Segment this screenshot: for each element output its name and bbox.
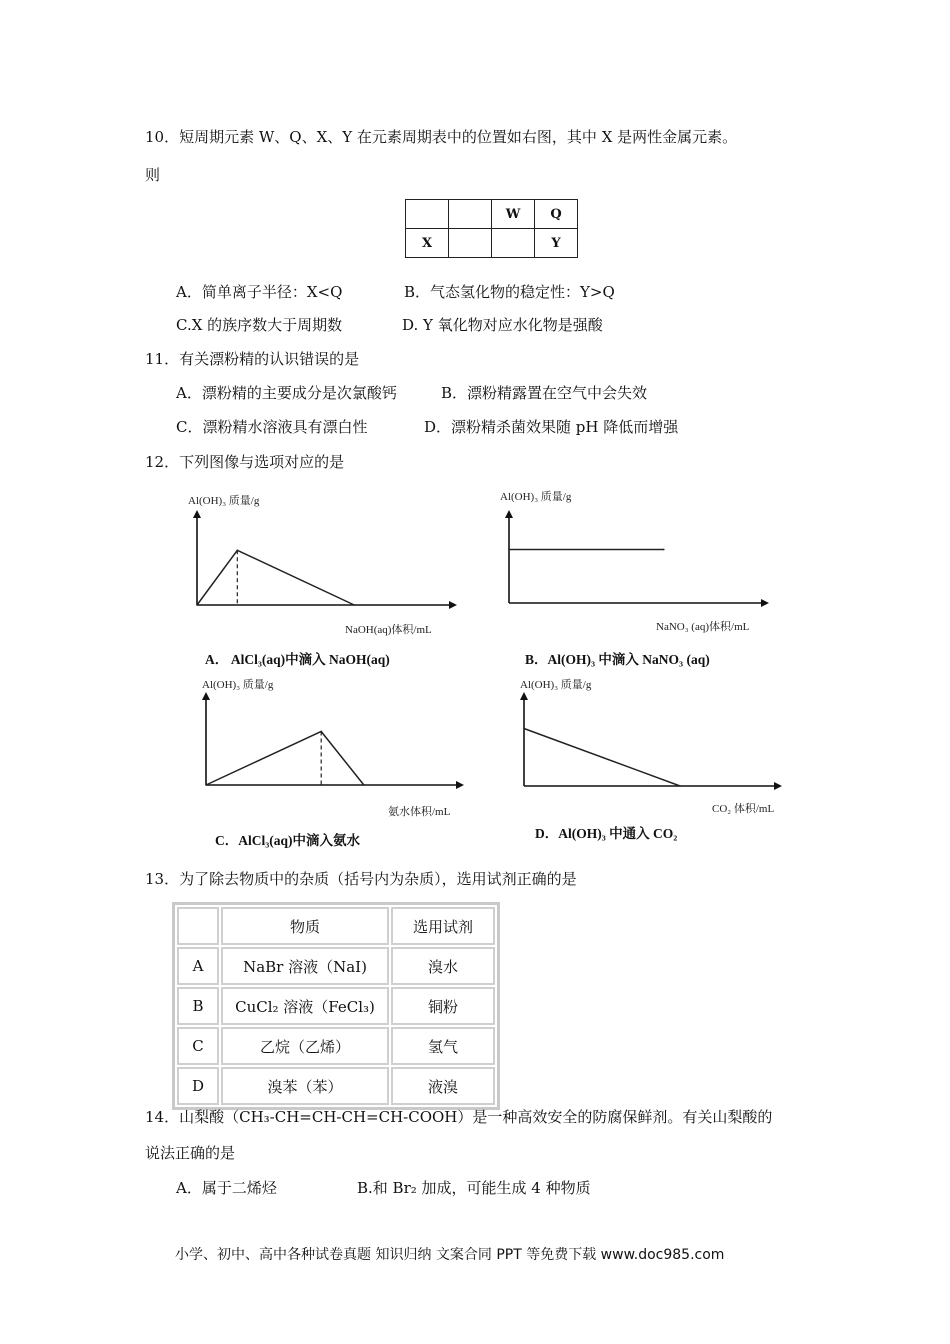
q14-option-a: A．属于二烯烃 (176, 1179, 277, 1197)
data-point (353, 604, 355, 606)
chart-caption: B．Al(OH)₃ 中滴入 NaNO₃ (aq) (525, 652, 710, 667)
q11-stem: 11．有关漂粉精的认识错误的是 (145, 350, 360, 368)
table-cell-reagent: 铜粉 (391, 987, 495, 1025)
q14-option-b: B.和 Br₂ 加成，可能生成 4 种物质 (357, 1179, 591, 1197)
y-axis-label: Al(OH)₃ 质量/g (520, 679, 592, 691)
data-point (663, 549, 665, 551)
x-axis-label: NaOH(aq)体积/mL (345, 624, 432, 636)
q10-option-c: C.X 的族序数大于周期数 (176, 316, 343, 334)
q10-option-a: A．简单离子半径：X<Q (176, 283, 343, 301)
x-axis-label: CO₂ 体积/mL (712, 803, 775, 815)
periodic-row (406, 200, 578, 229)
periodic-cell (406, 200, 449, 229)
q14-stem-line2: 说法正确的是 (145, 1144, 236, 1162)
x-axis-label: NaNO₃ (aq)体积/mL (656, 621, 750, 633)
series-line (197, 550, 354, 605)
data-point (196, 604, 198, 606)
periodic-row (406, 229, 578, 258)
table-cell-substance: NaBr 溶液（NaI) (221, 947, 389, 985)
table-cell-substance: 溴苯（苯） (221, 1067, 389, 1105)
table-row (177, 947, 495, 985)
table-cell-option: D (177, 1067, 219, 1105)
data-point (320, 731, 322, 733)
table-header-cell: 物质 (221, 907, 389, 945)
y-axis-label: Al(OH)₃ 质量/g (500, 491, 572, 503)
periodic-cell (449, 229, 492, 258)
table-cell-substance: 乙烷（乙烯） (221, 1027, 389, 1065)
periodic-table-fragment (405, 199, 578, 258)
periodic-cell (492, 229, 535, 258)
table-cell-substance: CuCl₂ 溶液（FeCl₃) (221, 987, 389, 1025)
y-axis-label: Al(OH)₃ 质量/g (202, 679, 274, 691)
table-cell-reagent: 液溴 (391, 1067, 495, 1105)
table-row (177, 987, 495, 1025)
q12-stem: 12．下列图像与选项对应的是 (145, 453, 345, 471)
table-row (177, 1067, 495, 1105)
table-cell-option: A (177, 947, 219, 985)
data-point (523, 728, 525, 730)
table-header-row (177, 907, 495, 945)
periodic-cell-q: Q (535, 200, 578, 229)
periodic-cell-x: X (406, 229, 449, 258)
q10-stem-line1: 10．短周期元素 W、Q、X、Y 在元素周期表中的位置如右图，其中 X 是两性金属元素。 (145, 128, 738, 146)
q11-option-d: D．漂粉精杀菌效果随 pH 降低而增强 (424, 418, 679, 436)
table-header-cell (177, 907, 219, 945)
chart-caption: C．AlCl₃(aq)中滴入氨水 (215, 833, 361, 848)
q11-option-c: C．漂粉精水溶液具有漂白性 (176, 418, 368, 436)
q11-option-b: B．漂粉精露置在空气中会失效 (441, 384, 648, 402)
series-line (524, 729, 680, 787)
y-axis-label: Al(OH)₃ 质量/g (188, 495, 260, 507)
table-row (177, 1027, 495, 1065)
q11-option-a: A．漂粉精的主要成分是次氯酸钙 (176, 384, 397, 402)
table-cell-reagent: 溴水 (391, 947, 495, 985)
q10-option-b: B．气态氢化物的稳定性：Y>Q (404, 283, 615, 301)
data-point (237, 549, 239, 551)
periodic-cell-y: Y (535, 229, 578, 258)
periodic-cell (449, 200, 492, 229)
series-line (206, 731, 364, 785)
q10-option-d: D. Y 氧化物对应水化物是强酸 (402, 316, 603, 334)
table-header-cell: 选用试剂 (391, 907, 495, 945)
chart-caption: D．Al(OH)₃ 中通入 CO₂ (535, 826, 678, 841)
chart-caption: A． AlCl₃(aq)中滴入 NaOH(aq) (205, 652, 390, 667)
periodic-cell-w: W (492, 200, 535, 229)
q10-stem-line2: 则 (145, 166, 161, 184)
q14-stem-line1: 14．山梨酸（CH₃-CH=CH-CH=CH-COOH）是一种高效安全的防腐保鲜剂。有关山梨酸的 (145, 1108, 773, 1126)
data-point (679, 785, 681, 787)
page-footer: 小学、初中、高中各种试卷真题 知识归纳 文案合同 PPT 等免费下载 www.doc985.com (175, 1247, 725, 1263)
data-point (508, 549, 510, 551)
data-point (205, 784, 207, 786)
table-cell-option: B (177, 987, 219, 1025)
table-cell-reagent: 氢气 (391, 1027, 495, 1065)
q13-table (172, 902, 500, 1110)
q13-stem: 13．为了除去物质中的杂质（括号内为杂质），选用试剂正确的是 (145, 870, 577, 888)
data-point (363, 784, 365, 786)
x-axis-label: 氨水体积/mL (388, 806, 451, 818)
table-cell-option: C (177, 1027, 219, 1065)
